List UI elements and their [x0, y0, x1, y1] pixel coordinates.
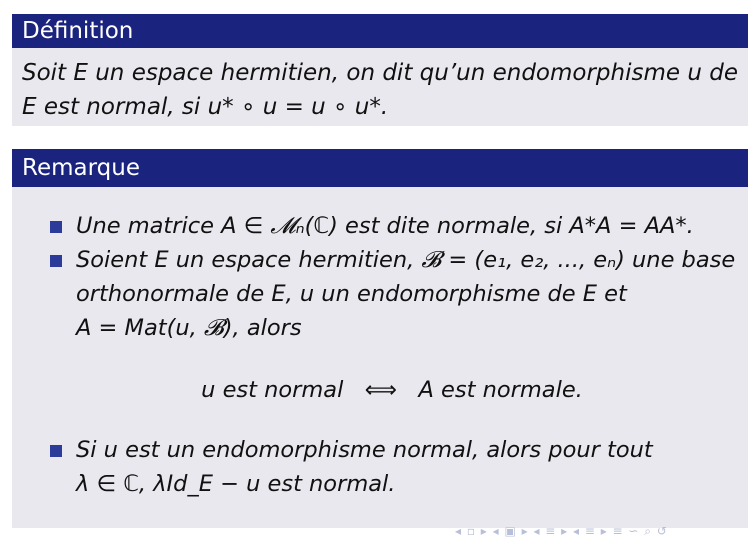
definition-line-2: E est normal, si u* ∘ u = u ∘ u*.	[22, 94, 389, 120]
remarque-body	[12, 187, 748, 528]
list-item	[50, 243, 738, 407]
item3-line-2: λ ∈ ℂ, λId_E − u est normal.	[76, 471, 396, 497]
remarque-block	[12, 149, 748, 528]
bullet-square-icon	[50, 255, 62, 267]
list-item	[50, 209, 738, 243]
remarque-title: Remarque	[12, 149, 748, 187]
definition-block	[12, 14, 748, 126]
list-item	[50, 433, 738, 501]
equivalence-statement: u est normal ⟺ A est normale.	[201, 377, 583, 403]
definition-title: Définition	[12, 14, 748, 48]
item3-line-1: Si u est un endomorphisme normal, alors pour tout	[76, 437, 653, 463]
item2-line-3: A = Mat(u, 𝓑), alors	[76, 315, 302, 341]
beamer-navigation-bar[interactable]: ◂ ▫ ▸ ◂ ▣ ▸ ◂ ≡ ▸ ◂ ≡ ▸ ≡ ∽ ⌕ ↺	[455, 524, 668, 538]
item2-line-1: Soient E un espace hermitien, 𝓑 = (e₁, e₂, ..., eₙ) une base	[76, 247, 736, 273]
bullet-square-icon	[50, 445, 62, 457]
definition-body	[12, 48, 748, 126]
definition-line-1: Soit E un espace hermitien, on dit qu’un endomorphisme u de	[22, 60, 738, 86]
bullet-square-icon	[50, 221, 62, 233]
item2-line-2: orthonormale de E, u un endomorphisme de E et	[76, 281, 627, 307]
item1-text: Une matrice A ∈ 𝓜ₙ(ℂ) est dite normale, si A*A = AA*.	[76, 213, 694, 239]
